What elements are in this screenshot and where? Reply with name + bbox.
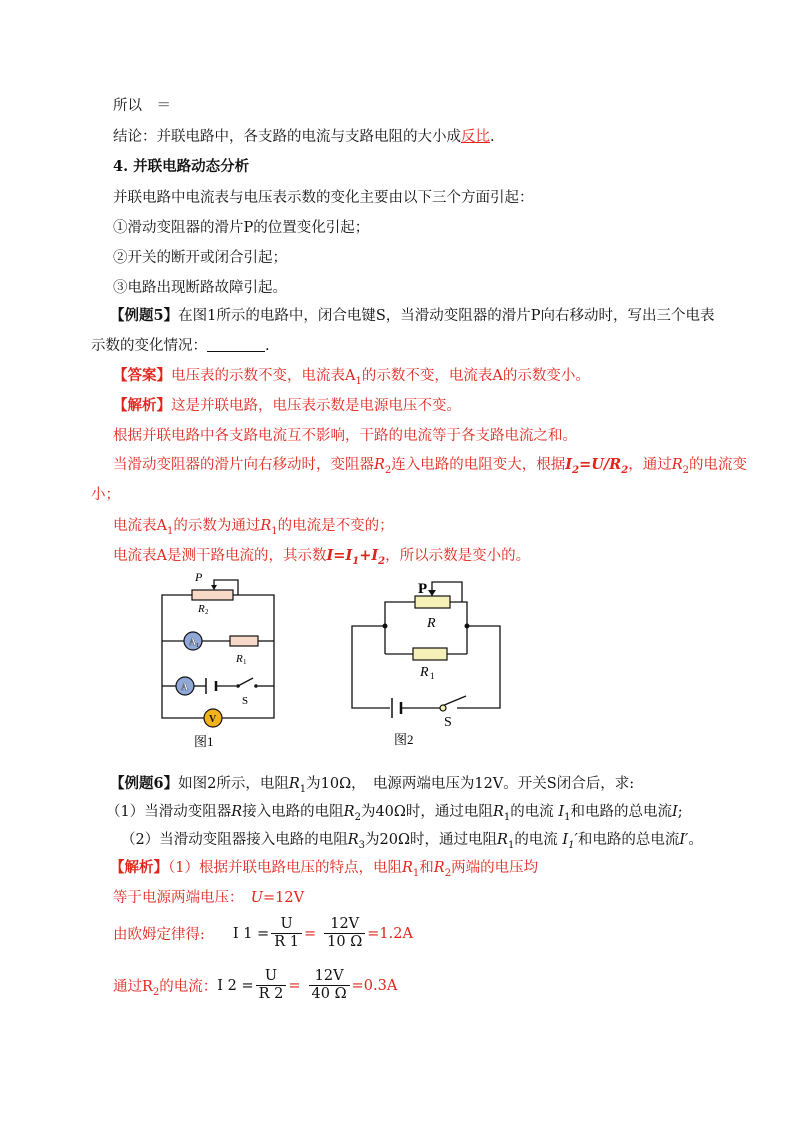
eq2-result: =0.3A <box>351 977 398 994</box>
example5-line1 <box>110 306 715 326</box>
analysis6-line1 <box>110 858 538 878</box>
fig1-label-V: V <box>209 714 217 725</box>
eq1-den1: R 1 <box>274 934 299 950</box>
a6-U: U <box>250 890 263 906</box>
fig2-label-R1: R <box>420 665 429 680</box>
q2-e: 。 <box>688 832 703 848</box>
analysis-text5b: 的示数为通过 <box>173 518 261 534</box>
list-item-1: ①滑动变阻器的滑片P的位置变化引起； <box>113 220 370 236</box>
resistor-R1-fig2 <box>413 648 447 660</box>
fig1-label-R2sub: 2 <box>205 608 209 616</box>
analysis-text5a: 电流表A <box>113 518 167 534</box>
analysis-line3 <box>113 455 747 475</box>
example6-line1 <box>110 774 634 794</box>
a6-sub1: 1 <box>412 867 420 879</box>
analysis6-text2: 和 <box>419 860 434 876</box>
question-2 <box>121 830 703 850</box>
analysis6-line2 <box>113 888 304 908</box>
answer-tag: 【答案】 <box>113 367 171 384</box>
q2-R1: R <box>497 832 508 848</box>
eq2-num2: 12V <box>309 968 350 986</box>
analysis6-text3: 两端的电压均 <box>451 860 539 876</box>
analysis-line4: 小； <box>91 487 120 503</box>
q1-R1: R <box>492 804 504 820</box>
eq2-den2: 40 Ω <box>311 986 347 1002</box>
analysis-sub1: 1 <box>166 525 174 537</box>
ohm-label: 由欧姆定律得: <box>113 927 205 943</box>
line-suoyi: 所以 ＝ <box>113 98 171 114</box>
answer-text2: 的示数不变，电流表A的示数变小。 <box>361 368 590 384</box>
q2-b: 为20Ω时，通过电阻 <box>365 832 498 848</box>
eq2-eq: = <box>288 977 301 994</box>
question-1: （1）当滑动变阻器R接入电路的电阻$R_2$为40Ω时，通过电阻$R_1$的电流 $I_1$和电路的总电流I; <box>106 804 683 823</box>
example6-text1: 如图2所示，电阻 <box>178 776 289 792</box>
fig2-caption: 图2 <box>394 732 414 747</box>
fs-sub1: 1 <box>352 555 360 567</box>
eq1-eq: = <box>303 925 317 942</box>
analysis-text6a: 电流表A是测干路电流的，其示数 <box>113 548 327 564</box>
q1-sub2: 2 <box>354 811 361 823</box>
example5-end: . <box>265 338 270 354</box>
formula-sum: $I=I_1+I_2$ <box>326 547 386 567</box>
example6-text2: 为10Ω， 电源两端电压为12V。开关S闭合后，求: <box>306 776 635 792</box>
circuit-figure-1 <box>150 568 290 753</box>
eq1-frac1 <box>271 916 302 951</box>
q2-c: 的电流 <box>514 832 558 848</box>
answer-blank <box>207 337 265 352</box>
fig1-label-A: A <box>181 682 189 693</box>
q1-sub1b: 1 <box>564 811 571 823</box>
eq1-result: =1.2A <box>367 925 413 942</box>
r2-current-equation <box>113 968 397 1003</box>
fig1-label-R1: R <box>236 653 243 665</box>
analysis-text6b: ，所以示数是变小的。 <box>385 548 531 564</box>
q1-R2: R <box>343 804 355 820</box>
fig2-label-R: R <box>427 616 436 631</box>
fig1-label-S: S <box>242 695 249 707</box>
ohm-equation <box>113 916 413 951</box>
q2-R: R <box>347 832 359 848</box>
q1-c: 为40Ω时，通过电阻 <box>360 804 493 820</box>
fig1-label-R2: R <box>198 603 205 615</box>
a6-R1: R <box>401 860 413 876</box>
q2-sub1: 1 <box>507 839 515 851</box>
eq2-lhs: I 2 = <box>217 977 254 994</box>
formula-ohm: $I_2=U/R_2$ <box>565 456 629 476</box>
eq2-frac1 <box>256 968 287 1003</box>
ex6-R: R <box>288 776 300 792</box>
fs-I1: I <box>345 547 353 564</box>
analysis6-text1: （1）根据并联电路电压的特点，电阻 <box>168 860 402 876</box>
fig1-label-A1sub: 1 <box>196 643 199 649</box>
r2-label-b: 的电流： <box>159 979 218 995</box>
analysis6-tag: 【解析】 <box>110 859 168 876</box>
answer-text1: 电压表的示数不变，电流表A <box>171 368 356 384</box>
eq1-num2: 12V <box>324 916 365 934</box>
q1-sub1: 1 <box>503 811 511 823</box>
analysis-text3c: ，通过 <box>628 457 672 473</box>
formula-sub2: 2 <box>572 464 580 476</box>
example5-text: 在图1所示的电路中，闭合电键S，当滑动变阻器的滑片P向右移动时，写出三个电表 <box>178 308 715 324</box>
fs-sub2: 2 <box>378 555 386 567</box>
analysis-line2: 根据并联电路中各支路电流互不影响，干路的电流等于各支路电流之和。 <box>113 428 577 444</box>
analysis-tag: 【解析】 <box>113 397 171 414</box>
conclusion-period: . <box>490 129 495 145</box>
fs-I: I <box>326 547 334 564</box>
q2-Ip: I′ <box>679 832 689 848</box>
q2-a: （2）当滑动变阻器接入电路的电阻 <box>121 832 348 848</box>
r2-label-a: 通过R <box>113 979 153 995</box>
resistor-R1 <box>230 636 258 646</box>
formula-R: R <box>609 456 622 473</box>
paragraph-intro: 并联电路中电流表与电压表示数的变化主要由以下三个方面引起： <box>113 190 534 206</box>
q2-I1p-I: I <box>562 832 569 848</box>
eq2-num1: U <box>256 968 287 986</box>
eq1-lhs: I 1 = <box>232 925 270 942</box>
eq1-frac2 <box>324 916 365 951</box>
analysis-sub1b: 1 <box>271 525 278 537</box>
eq2-den1: R 2 <box>258 986 284 1002</box>
conclusion-line <box>113 127 495 147</box>
example5-tag: 【例题5】 <box>110 307 179 324</box>
formula-I: I <box>565 456 573 473</box>
formula-U: U <box>591 456 604 473</box>
rheostat-R2 <box>192 590 233 600</box>
fig2-label-S: S <box>444 715 452 730</box>
analysis-line1 <box>113 396 461 416</box>
sym-R-b: R <box>671 457 683 473</box>
fig1-label-A1: A <box>189 637 197 648</box>
fs-I2: I <box>371 547 379 564</box>
q2-d: 和电路的总电流 <box>577 832 680 848</box>
sym-R: R <box>374 457 385 473</box>
rheostat-R <box>415 596 450 608</box>
a6-sub2: 2 <box>444 867 452 879</box>
formula-sub2b: 2 <box>621 464 629 476</box>
analysis6-text5: =12V <box>262 890 305 906</box>
list-item-3: ③电路出现断路故障引起。 <box>113 280 287 296</box>
conclusion-text: 结论：并联电路中，各支路的电流与支路电阻的大小成 <box>113 129 461 145</box>
analysis-text1: 这是并联电路，电压表示数是电源电压不变。 <box>171 398 461 414</box>
r2-label <box>113 975 217 996</box>
analysis-text3d: 的电流变 <box>689 457 747 473</box>
a6-R2: R <box>433 860 445 876</box>
fig1-caption: 图1 <box>194 734 214 749</box>
analysis-text5c: 的电流是不变的； <box>277 518 394 534</box>
sym-R1: R <box>260 518 272 534</box>
eq2-frac2 <box>309 968 350 1003</box>
example5-text2: 示数的变化情况： <box>91 338 207 354</box>
q2-I1p-sub: 1 <box>568 839 575 851</box>
ex6-sub1: 1 <box>299 783 307 795</box>
fig1-label-R1sub: 1 <box>243 658 247 666</box>
r2-label-sub: 2 <box>152 986 160 998</box>
fig2-label-P: P <box>418 581 428 597</box>
example5-line2 <box>91 336 270 356</box>
circuit-figure-2 <box>340 576 510 751</box>
fig1-label-P: P <box>195 570 203 584</box>
analysis-text3b: 连入电路的电阻变大，根据 <box>391 457 566 473</box>
q2-I1p: $I_1'$ <box>562 832 578 851</box>
q2-sub3: 3 <box>358 839 366 851</box>
section-heading-4: 4. 并联电路动态分析 <box>113 158 250 175</box>
analysis6-text4: 等于电源两端电压： <box>113 890 251 906</box>
analysis-text3a: 当滑动变阻器的滑片向右移动时，变阻器 <box>113 457 374 473</box>
q1-I1: I <box>558 804 565 820</box>
q1-a: （1）当滑动变阻器 <box>106 804 232 820</box>
example6-tag: 【例题6】 <box>110 775 179 792</box>
fig2-label-R1sub: 1 <box>430 671 435 681</box>
eq1-den2: 10 Ω <box>327 934 363 950</box>
list-item-2: ②开关的断开或闭合引起； <box>113 250 287 266</box>
answer-sub1: 1 <box>355 375 362 387</box>
q1-e: 和电路的总电流 <box>570 804 672 820</box>
q1-R: R <box>231 804 243 820</box>
sym-sub2-c: 2 <box>682 464 689 476</box>
q1-d: 的电流 <box>510 804 554 820</box>
analysis-line6 <box>113 546 530 566</box>
answer-line <box>113 366 590 386</box>
eq1-num1: U <box>271 916 302 934</box>
q1-b: 接入电路的电阻 <box>242 804 344 820</box>
sym-sub2: 2 <box>384 464 392 476</box>
q1-I: I <box>671 804 678 820</box>
analysis-line5 <box>113 516 394 536</box>
conclusion-answer: 反比 <box>461 129 490 145</box>
